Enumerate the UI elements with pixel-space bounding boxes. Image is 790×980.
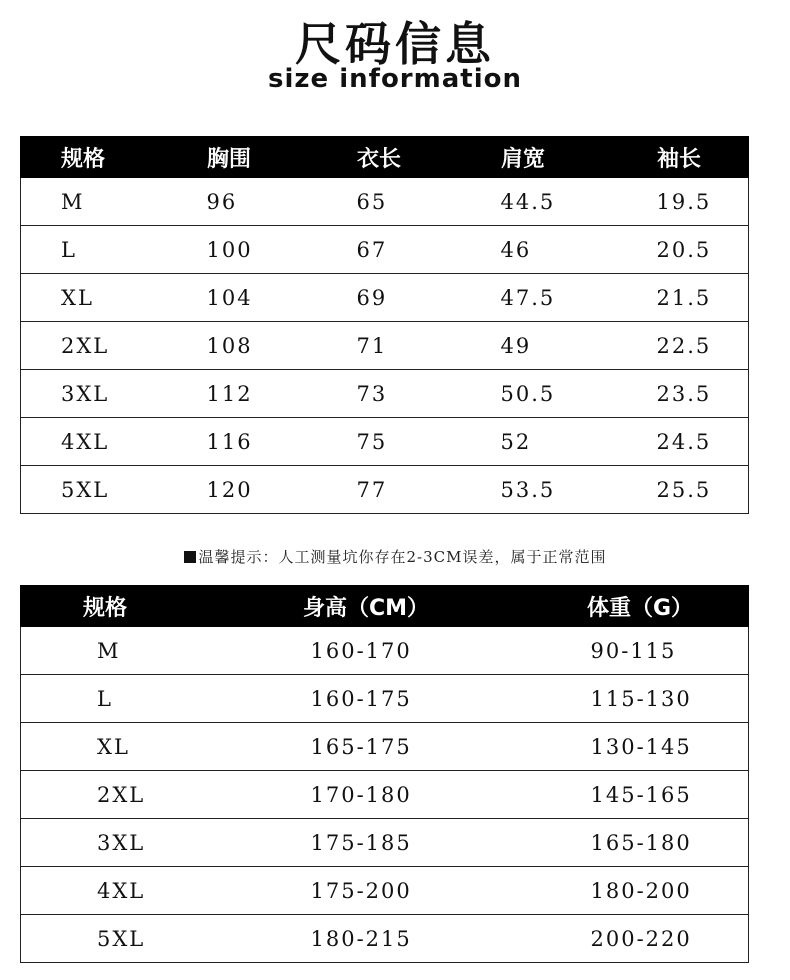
table-row bbox=[21, 178, 749, 226]
cell-weight: 200-220 bbox=[521, 915, 749, 963]
cell-weight: 115-130 bbox=[521, 675, 749, 723]
cell-size: M bbox=[21, 178, 181, 226]
table-row bbox=[21, 819, 749, 867]
cell-length: 69 bbox=[331, 274, 477, 322]
note-text: 温馨提示：人工测量坑你存在2-3CM误差，属于正常范围 bbox=[198, 548, 607, 566]
table-row bbox=[21, 915, 749, 963]
cell-size: XL bbox=[21, 274, 181, 322]
table-row bbox=[21, 723, 749, 771]
cell-size: 5XL bbox=[21, 466, 181, 514]
measurement-note bbox=[0, 546, 790, 567]
size-measurement-table bbox=[20, 136, 749, 514]
cell-chest: 96 bbox=[181, 178, 331, 226]
cell-length: 65 bbox=[331, 178, 477, 226]
cell-height: 170-180 bbox=[261, 771, 521, 819]
cell-chest: 104 bbox=[181, 274, 331, 322]
table-row bbox=[21, 226, 749, 274]
cell-sleeve: 22.5 bbox=[631, 322, 749, 370]
cell-size: 5XL bbox=[21, 915, 261, 963]
table-row bbox=[21, 627, 749, 675]
cell-weight: 180-200 bbox=[521, 867, 749, 915]
cell-size: 3XL bbox=[21, 819, 261, 867]
cell-size: 2XL bbox=[21, 322, 181, 370]
cell-sleeve: 21.5 bbox=[631, 274, 749, 322]
cell-sleeve: 20.5 bbox=[631, 226, 749, 274]
header-shoulder: 肩宽 bbox=[477, 137, 631, 178]
table-row bbox=[21, 370, 749, 418]
cell-height: 165-175 bbox=[261, 723, 521, 771]
cell-weight: 130-145 bbox=[521, 723, 749, 771]
cell-length: 75 bbox=[331, 418, 477, 466]
table-header-row bbox=[21, 586, 749, 627]
cell-sleeve: 23.5 bbox=[631, 370, 749, 418]
cell-chest: 120 bbox=[181, 466, 331, 514]
cell-size: 3XL bbox=[21, 370, 181, 418]
header-chest: 胸围 bbox=[181, 137, 331, 178]
cell-weight: 165-180 bbox=[521, 819, 749, 867]
cell-height: 175-200 bbox=[261, 867, 521, 915]
cell-weight: 90-115 bbox=[521, 627, 749, 675]
table-row bbox=[21, 274, 749, 322]
cell-height: 175-185 bbox=[261, 819, 521, 867]
cell-size: M bbox=[21, 627, 261, 675]
header-sleeve: 袖长 bbox=[631, 137, 749, 178]
cell-size: L bbox=[21, 675, 261, 723]
cell-shoulder: 44.5 bbox=[477, 178, 631, 226]
cell-height: 180-215 bbox=[261, 915, 521, 963]
cell-size: 4XL bbox=[21, 418, 181, 466]
cell-shoulder: 53.5 bbox=[477, 466, 631, 514]
table-row bbox=[21, 322, 749, 370]
header-size: 规格 bbox=[21, 137, 181, 178]
header-length: 衣长 bbox=[331, 137, 477, 178]
cell-sleeve: 19.5 bbox=[631, 178, 749, 226]
cell-shoulder: 47.5 bbox=[477, 274, 631, 322]
cell-length: 67 bbox=[331, 226, 477, 274]
cell-height: 160-175 bbox=[261, 675, 521, 723]
table-row bbox=[21, 466, 749, 514]
cell-shoulder: 49 bbox=[477, 322, 631, 370]
cell-chest: 112 bbox=[181, 370, 331, 418]
header-size: 规格 bbox=[21, 586, 261, 627]
table-row bbox=[21, 867, 749, 915]
height-weight-table bbox=[20, 585, 749, 963]
cell-size: 2XL bbox=[21, 771, 261, 819]
header-height: 身高（CM） bbox=[261, 586, 521, 627]
page-subtitle: size information bbox=[268, 64, 522, 94]
table-row bbox=[21, 418, 749, 466]
cell-length: 71 bbox=[331, 322, 477, 370]
cell-sleeve: 24.5 bbox=[631, 418, 749, 466]
cell-shoulder: 46 bbox=[477, 226, 631, 274]
table-row bbox=[21, 771, 749, 819]
page-title: 尺码信息 bbox=[295, 17, 495, 71]
header-weight: 体重（G） bbox=[521, 586, 749, 627]
square-bullet-icon bbox=[184, 551, 196, 563]
cell-sleeve: 25.5 bbox=[631, 466, 749, 514]
cell-height: 160-170 bbox=[261, 627, 521, 675]
cell-weight: 145-165 bbox=[521, 771, 749, 819]
cell-size: XL bbox=[21, 723, 261, 771]
cell-size: L bbox=[21, 226, 181, 274]
cell-size: 4XL bbox=[21, 867, 261, 915]
table-header-row bbox=[21, 137, 749, 178]
cell-chest: 116 bbox=[181, 418, 331, 466]
cell-length: 77 bbox=[331, 466, 477, 514]
cell-shoulder: 50.5 bbox=[477, 370, 631, 418]
table-row bbox=[21, 675, 749, 723]
cell-chest: 108 bbox=[181, 322, 331, 370]
cell-shoulder: 52 bbox=[477, 418, 631, 466]
cell-length: 73 bbox=[331, 370, 477, 418]
cell-chest: 100 bbox=[181, 226, 331, 274]
